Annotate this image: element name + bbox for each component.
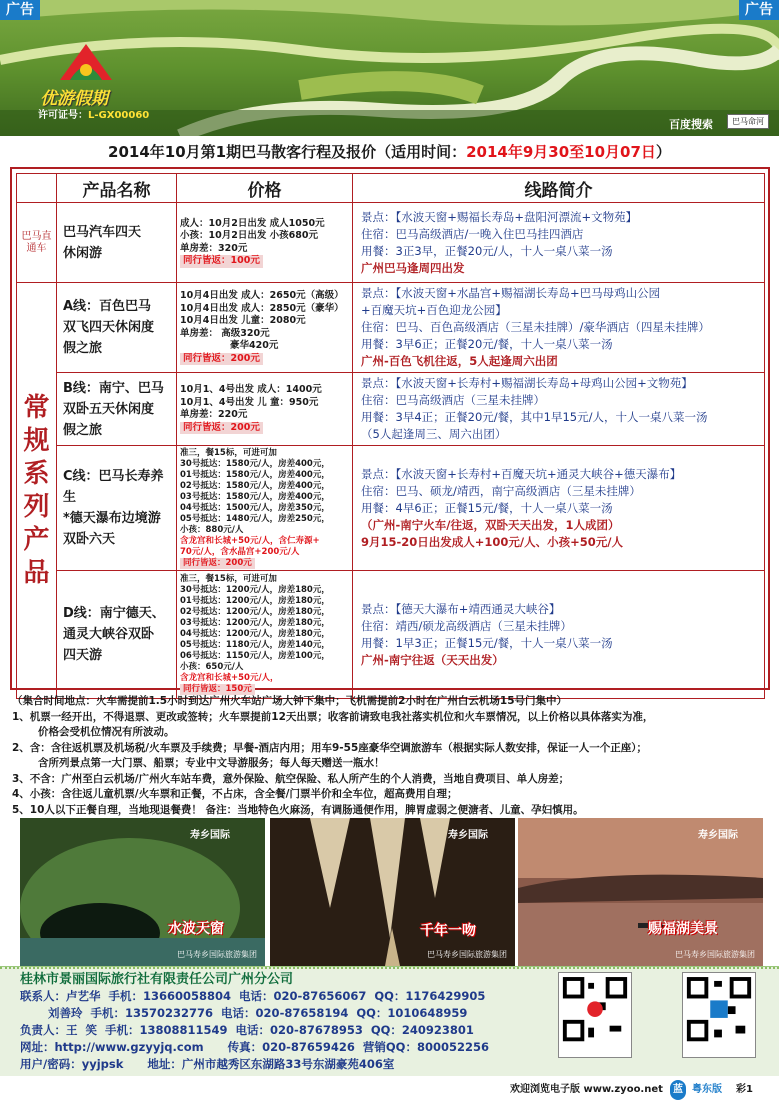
product-line: A线：百色巴马 bbox=[63, 299, 152, 314]
photo-caption: 水波天窗 bbox=[168, 921, 224, 937]
price-line: 01号抵达：1580元/人，房差400元， bbox=[180, 469, 330, 480]
price-line: 06号抵达：1150元/人，房差100元， bbox=[180, 651, 330, 661]
route-line: 住宿：靖西/硕龙高级酒店（三星未挂牌） bbox=[361, 618, 572, 633]
price-line: 05号抵达：1180元/人，房差140元， bbox=[180, 640, 330, 650]
product-line: 假之旅 bbox=[63, 422, 103, 438]
price-line: 单房差：320元 bbox=[180, 242, 248, 254]
header-route: 线路简介 bbox=[353, 174, 765, 203]
category-regular bbox=[17, 283, 57, 699]
note-meeting: （集合时间地点：火车需提前1.5小时到达广州火车站广场大钟下集中；飞机需提前2小时在广州白云机场15号门集中） bbox=[12, 695, 568, 707]
price-table bbox=[16, 173, 765, 699]
site-text[interactable]: 欢迎浏览电子版 www.zyoo.net bbox=[510, 1084, 663, 1095]
title-part3: ） bbox=[655, 143, 671, 161]
note-item: 含所列景点第一大门票、船票；专业中文导游服务；每人每天赠送一瓶水！ bbox=[38, 757, 385, 769]
route-cell bbox=[353, 373, 765, 446]
route-line: 用餐：3正3早，正餐20元/人，十人一桌八菜一汤 bbox=[361, 243, 613, 258]
route-surcharge: 9月15-20日出发成人+100元/人、小孩+50元/人 bbox=[361, 534, 623, 549]
route-line: 住宿：巴马、百色高级酒店（三星未挂牌）/豪华酒店（四星未挂牌） bbox=[361, 320, 710, 334]
price-line: 02号抵达：1580元/人，房差400元， bbox=[180, 480, 330, 491]
product-line: 双卧六天 bbox=[63, 532, 116, 547]
price-line: 03号抵达：1580元/人，房差400元， bbox=[180, 491, 330, 502]
notes bbox=[12, 694, 772, 818]
product-name bbox=[57, 373, 177, 446]
note-item: 价格会受机位情况有所波动。 bbox=[38, 726, 175, 738]
product-line: 假之旅 bbox=[63, 341, 103, 356]
return-label: 同行皆返：200元 bbox=[180, 558, 255, 569]
price-line: 10月4日出发 成人：2850元（豪华） bbox=[180, 302, 344, 314]
page-number: 彩1 bbox=[736, 1084, 753, 1095]
bottom-bar bbox=[0, 1080, 779, 1100]
category-regular-text: 常规系列产品 bbox=[23, 392, 50, 588]
route-line: 用餐：1早3正；正餐15元/餐，十人一桌八菜一汤 bbox=[361, 635, 613, 650]
contact-line[interactable]: 网址：http://www.gzyyjq.com 传真：020-87659426 营销QQ：800052256 bbox=[20, 1040, 489, 1054]
route-cell bbox=[353, 283, 765, 373]
price-return bbox=[180, 353, 349, 366]
brand-logo bbox=[56, 40, 116, 88]
route-line: 景点：【水波天窗+长寿村+百魔天坑+通灵大峡谷+德天瀑布】 bbox=[361, 466, 682, 481]
route-line: 用餐：3早4正；正餐20元/餐，其中1早15元/人，十人一桌八菜一汤 bbox=[361, 410, 708, 424]
route-departure: 广州-百色飞机往返，5人起逢周六出团 bbox=[361, 354, 558, 368]
license-label: 许可证号： bbox=[38, 110, 88, 121]
product-line: B线：南宁、巴马 bbox=[63, 380, 164, 396]
product-line: 四天游 bbox=[63, 648, 103, 663]
route-line: 住宿：巴马高级酒店（三星未挂牌） bbox=[361, 393, 545, 407]
price-extra: 70元/人，含水晶宫+200元/人 bbox=[180, 546, 300, 557]
product-line: *德天瀑布边境游 bbox=[63, 511, 161, 526]
route-line: 住宿：巴马、硕龙/靖西，南宁高级酒店（三星未挂牌） bbox=[361, 483, 641, 498]
price-extra: 含龙宫和长城+50元/人，含仁寿源+ bbox=[180, 535, 320, 546]
license-no: L-GX00060 bbox=[88, 110, 150, 121]
photo-group: 巴马寿乡国际旅游集团 bbox=[675, 950, 755, 959]
product-name bbox=[57, 203, 177, 283]
contact-line: 刘善玲 手机：13570232776 电话：020-87658194 QQ：1010648959 bbox=[20, 1006, 468, 1020]
contact-line: 联系人：卢艺华 手机：13660058804 电话：020-87656067 QQ：1176429905 bbox=[20, 989, 486, 1003]
route-cell bbox=[353, 446, 765, 571]
product-line: C线：巴马长寿养生 bbox=[63, 469, 164, 505]
product-name bbox=[57, 283, 177, 373]
photo-stalactite bbox=[270, 818, 515, 966]
price-line: 小孩：650元/人 bbox=[180, 662, 244, 672]
header-product: 产品名称 bbox=[57, 174, 177, 203]
price-line: 30号抵达：1580元/人，房差400元， bbox=[180, 458, 330, 469]
contact-line: 负责人：王 笑 手机：13808811549 电话：020-87678953 QQ：240923801 bbox=[20, 1023, 474, 1037]
price-return bbox=[180, 558, 349, 569]
price-cell bbox=[177, 571, 353, 699]
edition: 粤东版 bbox=[692, 1084, 722, 1095]
price-line: 10月4日出发 儿童：2080元 bbox=[180, 315, 306, 326]
price-line: 单房差： 高级320元 bbox=[180, 327, 270, 339]
note-item: 3、不含：广州至白云机场/广州火车站车费，意外保险、航空保险、私人所产生的个人消费，当地自费项目、单人房差； bbox=[12, 772, 570, 785]
note-item: 4、小孩：含往返儿童机票/火车票和正餐，不占床，含全餐/门票半价和全车位，超高费用自理； bbox=[12, 788, 458, 800]
price-line: 小孩：880元/人 bbox=[180, 524, 244, 535]
product-name bbox=[57, 446, 177, 571]
product-line: 双卧五天休闲度 bbox=[63, 401, 155, 417]
price-line: 小孩：10月2日出发 小孩680元 bbox=[180, 230, 318, 241]
photo-caption: 赐福湖美景 bbox=[648, 921, 718, 937]
price-line: 10月1、4号出发 成人：1400元 bbox=[180, 384, 322, 395]
note-item: 5、10人以下正餐自理，当地现退餐费！ 备注：当地特色火麻汤，有调肠通便作用，脾胃虚弱之便溏者、儿童、孕妇慎用。 bbox=[12, 803, 584, 816]
route-line: 景点：【德天大瀑布+靖西通灵大峡谷】 bbox=[361, 601, 561, 616]
baidu-search-box: 巴马命河 bbox=[727, 114, 769, 129]
price-line: 准三，餐15标，可进可加 bbox=[180, 574, 277, 584]
price-line: 准三，餐15标，可进可加 bbox=[180, 447, 277, 458]
title-part1: 2014年10月第1期巴马散客行程及报价（适用时间： bbox=[108, 143, 467, 161]
photo-logo: 寿乡国际 bbox=[698, 830, 738, 841]
banner bbox=[0, 0, 779, 136]
product-line: 双飞四天休闲度 bbox=[63, 320, 155, 335]
price-line: 豪华420元 bbox=[230, 340, 279, 351]
category-direct: 巴马直通车 bbox=[17, 203, 57, 283]
route-line: 用餐：3早6正；正餐20元/餐，十人一桌八菜一汤 bbox=[361, 337, 613, 351]
route-departure: （广州-南宁火车/往返，双卧天天出发，1人成团） bbox=[361, 517, 620, 532]
ad-label-right: 广告 bbox=[739, 0, 779, 20]
page-title bbox=[0, 138, 779, 166]
license bbox=[38, 106, 149, 121]
return-label: 同行皆返：200元 bbox=[180, 422, 263, 435]
price-line: 10月1、4号出发 儿 童：950元 bbox=[180, 396, 319, 408]
price-line: 03号抵达：1200元/人，房差180元， bbox=[180, 618, 330, 628]
title-dates: 2014年9月30至10月07日 bbox=[466, 143, 656, 161]
ad-label-left: 广告 bbox=[0, 0, 40, 20]
return-label: 同行皆返：200元 bbox=[180, 353, 263, 366]
brand-name: 优游假期 bbox=[40, 89, 108, 109]
note-item: 1、机票一经开出，不得退票、更改或签转；火车票提前12天出票；收客前请致电我社落实机位和火车票情况，以上价格以具体落实为准， bbox=[12, 710, 654, 723]
route-line: 景点：【水波天窗+长寿村+赐福湖长寿岛+母鸡山公园+文物苑】 bbox=[361, 376, 693, 390]
product-line: 休闲游 bbox=[63, 245, 103, 261]
photo-water-window bbox=[20, 818, 265, 966]
price-return bbox=[180, 255, 349, 268]
photo-logo: 寿乡国际 bbox=[448, 830, 488, 841]
footer bbox=[0, 966, 779, 1076]
header-price: 价格 bbox=[177, 174, 353, 203]
note-item: 2、含：含往返机票及机场税/火车票及手续费；早餐-酒店内用；用车9-55座豪华空调旅游车（根据实际人数安排，保证一人一个正座）； bbox=[12, 741, 648, 754]
footer-divider bbox=[0, 967, 779, 970]
photo-group: 巴马寿乡国际旅游集团 bbox=[177, 950, 257, 959]
contact-info bbox=[20, 971, 489, 1073]
photo-group: 巴马寿乡国际旅游集团 bbox=[427, 950, 507, 959]
price-line: 10月4日出发 成人：2650元（高级） bbox=[180, 290, 344, 301]
company-name: 桂林市景丽国际旅行社有限责任公司广州分公司 bbox=[20, 972, 294, 987]
route-cell bbox=[353, 571, 765, 699]
return-label: 同行皆返：150元 bbox=[180, 684, 255, 695]
product-line: D线：南宁德天、 bbox=[63, 606, 165, 621]
route-line: 景点：【水波天窗+水晶宫+赐福湖长寿岛+巴马母鸡山公园 bbox=[361, 286, 661, 300]
qr-code[interactable] bbox=[558, 972, 632, 1058]
price-line: 04号抵达：1200元/人，房差180元， bbox=[180, 629, 330, 639]
contact-line: 用户/密码：yyjpsk 地址：广州市越秀区东湖路33号东湖豪苑406室 bbox=[20, 1057, 395, 1071]
product-line: 通灵大峡谷双卧 bbox=[63, 627, 155, 642]
price-line: 01号抵达：1200元/人，房差180元， bbox=[180, 596, 330, 606]
price-line: 单房差：220元 bbox=[180, 409, 248, 420]
route-departure: 广州巴马逢周四出发 bbox=[361, 260, 465, 275]
photo-lake bbox=[518, 818, 763, 966]
price-cell bbox=[177, 283, 353, 373]
price-line: 04号抵达：1500元/人，房差350元， bbox=[180, 502, 330, 513]
price-cell bbox=[177, 203, 353, 283]
blue-badge-icon: 蓝 bbox=[670, 1080, 686, 1100]
product-name bbox=[57, 571, 177, 699]
table-header-row bbox=[17, 174, 765, 203]
route-cell bbox=[353, 203, 765, 283]
route-line: 景点：【水波天窗+赐福长寿岛+盘阳河漂流+文物苑】 bbox=[361, 209, 638, 224]
product-line: 巴马汽车四天 bbox=[63, 224, 142, 240]
route-departure: 广州-南宁往返（天天出发） bbox=[361, 652, 504, 667]
route-line: 用餐：4早6正；正餐15元/餐，十人一桌八菜一汤 bbox=[361, 500, 613, 515]
qr-code[interactable] bbox=[682, 972, 756, 1058]
price-line: 02号抵达：1200元/人，房差180元， bbox=[180, 607, 330, 617]
table-row bbox=[17, 283, 765, 373]
photo-caption: 千年一吻 bbox=[420, 923, 476, 939]
price-extra: 含龙宫和长城+50元/人， bbox=[180, 673, 279, 683]
route-departure: （5人起逢周三、周六出团） bbox=[361, 427, 507, 441]
table-row bbox=[17, 446, 765, 571]
price-cell bbox=[177, 446, 353, 571]
price-cell bbox=[177, 373, 353, 446]
return-label: 同行皆返：100元 bbox=[180, 255, 263, 268]
header-blank bbox=[17, 174, 57, 203]
photo-logo: 寿乡国际 bbox=[190, 830, 230, 841]
route-line: +百魔天坑+百色迎龙公园】 bbox=[361, 303, 507, 317]
route-line: 住宿：巴马高级酒店/一晚入住巴马挂四酒店 bbox=[361, 226, 584, 241]
price-return bbox=[180, 422, 349, 435]
table-row bbox=[17, 571, 765, 699]
baidu-search-label: 百度搜索 bbox=[669, 118, 713, 131]
table-row bbox=[17, 203, 765, 283]
price-line: 30号抵达：1200元/人，房差180元， bbox=[180, 585, 330, 595]
table-row bbox=[17, 373, 765, 446]
price-line: 05号抵达：1480元/人，房差250元， bbox=[180, 513, 330, 524]
price-line: 成人：10月2日出发 成人1050元 bbox=[180, 217, 325, 229]
